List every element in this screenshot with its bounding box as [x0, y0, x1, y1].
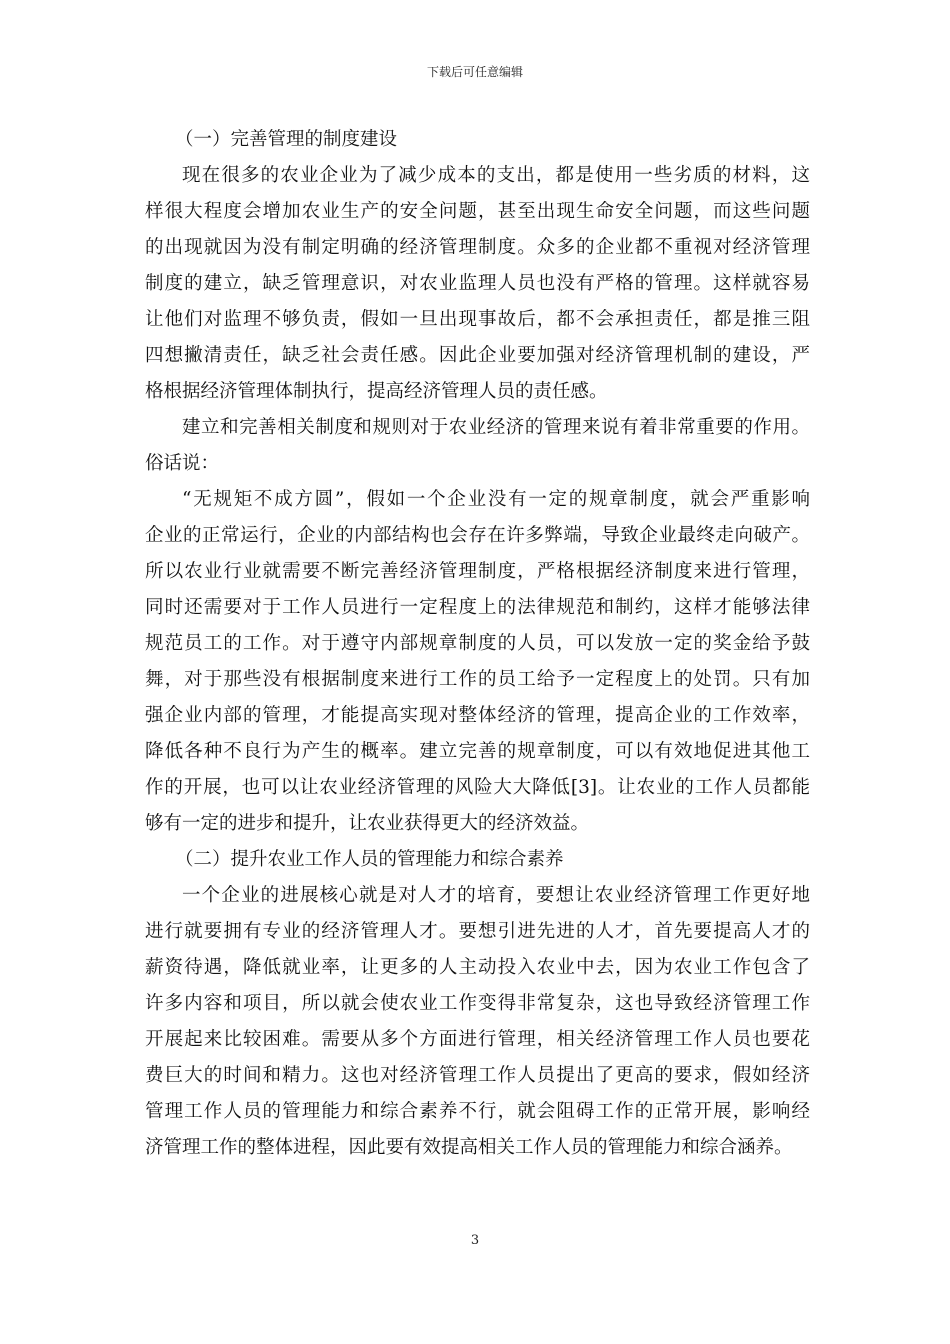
paragraph-3-line-1: “无规矩不成方圆”，假如一个企业没有一定的规章制度，就会严重影响	[182, 489, 810, 510]
page-number: 3	[470, 1233, 480, 1248]
paragraph-3-line-6: 舞，对于那些没有根据制度来进行工作的员工给予一定程度上的处罚。只有加	[145, 669, 810, 690]
paragraph-3-line-4: 同时还需要对于工作人员进行一定程度上的法律规范和制约，这样才能够法律	[145, 597, 810, 618]
paragraph-4-line-5: 开展起来比较困难。需要从多个方面进行管理，相关经济管理工作人员也要花	[145, 1029, 810, 1050]
document-body	[145, 122, 810, 1166]
paragraph-4-line-3: 薪资待遇，降低就业率，让更多的人主动投入农业中去，因为农业工作包含了	[145, 957, 810, 978]
paragraph-2-line-2: 俗话说：	[145, 453, 220, 474]
paragraph-3-line-8: 降低各种不良行为产生的概率。建立完善的规章制度，可以有效地促进其他工	[145, 741, 810, 762]
paragraph-3-line-2: 企业的正常运行，企业的内部结构也会存在许多弊端，导致企业最终走向破产。	[145, 525, 810, 546]
paragraph-1-line-5: 让他们对监理不够负责，假如一旦出现事故后，都不会承担责任，都是推三阻	[145, 309, 810, 330]
paragraph-4-line-6: 费巨大的时间和精力。这也对经济管理工作人员提出了更高的要求，假如经济	[145, 1065, 810, 1086]
paragraph-2-line-1: 建立和完善相关制度和规则对于农业经济的管理来说有着非常重要的作用。	[182, 417, 810, 438]
paragraph-4-line-4: 许多内容和项目，所以就会使农业工作变得非常复杂，这也导致经济管理工作	[145, 993, 810, 1014]
paragraph-1-line-7: 格根据经济管理体制执行，提高经济管理人员的责任感。	[145, 381, 608, 402]
paragraph-3-line-9: 作的开展，也可以让农业经济管理的风险大大降低[3]。让农业的工作人员都能	[145, 777, 810, 798]
paragraph-1-line-6: 四想撇清责任，缺乏社会责任感。因此企业要加强对经济管理机制的建设，严	[145, 345, 810, 366]
section-heading-2: （二）提升农业工作人员的管理能力和综合素养	[175, 849, 564, 870]
paragraph-3-line-7: 强企业内部的管理，才能提高实现对整体经济的管理，提高企业的工作效率，	[145, 705, 810, 726]
paragraph-3-line-10: 够有一定的进步和提升，让农业获得更大的经济效益。	[145, 813, 590, 834]
paragraph-1-line-4: 制度的建立，缺乏管理意识，对农业监理人员也没有严格的管理。这样就容易	[145, 273, 810, 294]
paragraph-1-line-1: 现在很多的农业企业为了减少成本的支出，都是使用一些劣质的材料，这	[182, 165, 810, 186]
paragraph-3-line-3: 所以农业行业就需要不断完善经济管理制度，严格根据经济制度来进行管理，	[145, 561, 810, 582]
paragraph-4-line-1: 一个企业的进展核心就是对人才的培育，要想让农业经济管理工作更好地	[182, 885, 810, 906]
paragraph-1-line-3: 的出现就因为没有制定明确的经济管理制度。众多的企业都不重视对经济管理	[145, 237, 810, 258]
paragraph-4-line-2: 进行就要拥有专业的经济管理人才。要想引进先进的人才，首先要提高人才的	[145, 921, 810, 942]
paragraph-1-line-2: 样很大程度会增加农业生产的安全问题，甚至出现生命安全问题，而这些问题	[145, 201, 810, 222]
paragraph-3-line-5: 规范员工的工作。对于遵守内部规章制度的人员，可以发放一定的奖金给予鼓	[145, 633, 810, 654]
page-header: 下载后可任意编辑	[426, 65, 523, 79]
section-heading-1: （一）完善管理的制度建设	[175, 129, 398, 150]
paragraph-4-line-8: 济管理工作的整体进程，因此要有效提高相关工作人员的管理能力和综合涵养。	[145, 1137, 793, 1158]
paragraph-4-line-7: 管理工作人员的管理能力和综合素养不行，就会阻碍工作的正常开展，影响经	[145, 1101, 810, 1122]
